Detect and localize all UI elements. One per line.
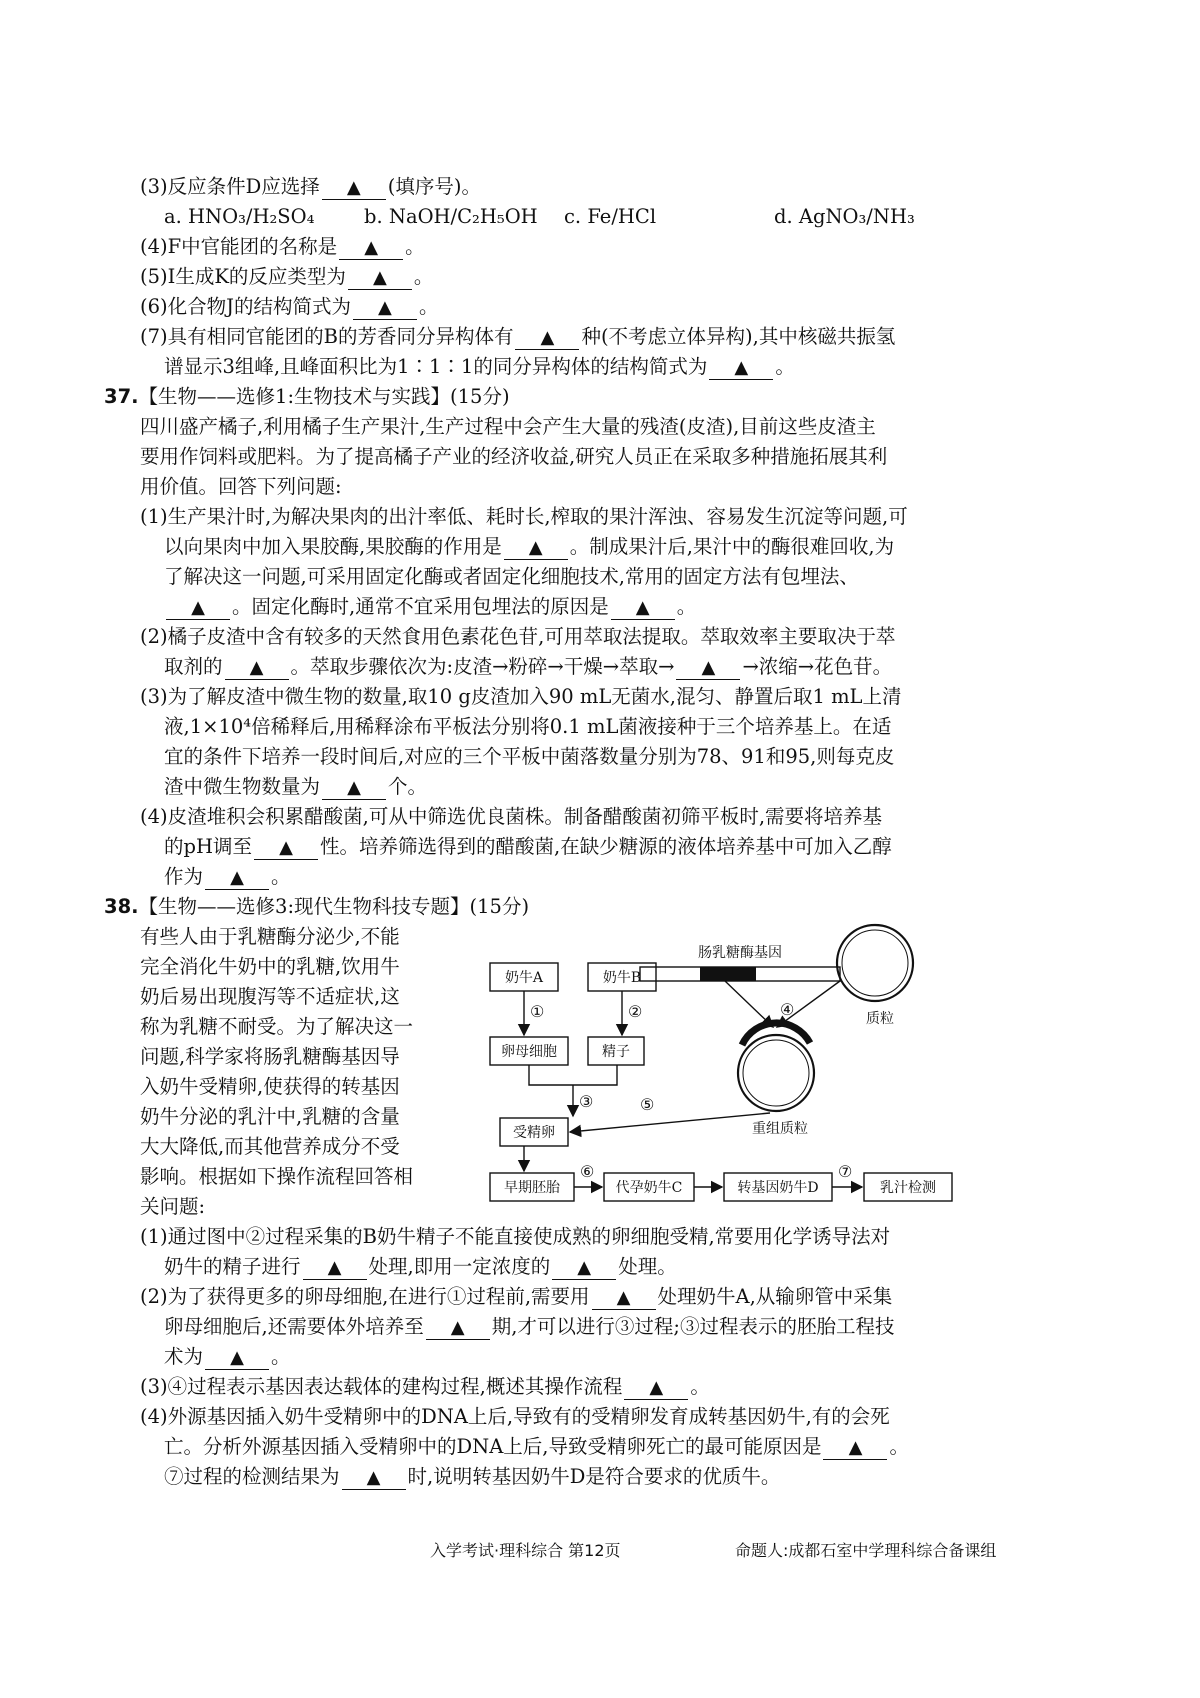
text: 作为 bbox=[164, 865, 204, 888]
q36-part7-text2: 种(不考虑立体异构),其中核磁共振氢 bbox=[581, 325, 896, 348]
q38-part1-line bbox=[164, 1252, 677, 1282]
q37-part3-line: 宜的条件下培养一段时间后,对应的三个平板中菌落数量分别为78、91和95,则每克皮 bbox=[164, 745, 895, 768]
label-gene: 肠乳糖酶基因 bbox=[698, 945, 782, 961]
q38-intro-line: 影响。根据如下操作流程回答相 bbox=[140, 1165, 414, 1188]
answer-blank[interactable]: ▲ bbox=[205, 1346, 269, 1370]
question-title: 【生物——选修3:现代生物科技专题】(15分) bbox=[138, 895, 530, 918]
q37-part4-line bbox=[164, 862, 291, 892]
answer-blank[interactable]: ▲ bbox=[823, 1436, 887, 1460]
q37-intro-line: 用价值。回答下列问题: bbox=[140, 475, 342, 498]
text: →浓缩→花色苷。 bbox=[742, 655, 893, 678]
q36-options bbox=[164, 202, 915, 232]
q38-part4-line bbox=[164, 1462, 780, 1492]
label-milk-test: 乳汁检测 bbox=[880, 1180, 936, 1196]
answer-blank[interactable]: ▲ bbox=[353, 296, 417, 320]
q36-part5 bbox=[140, 262, 433, 292]
q36-part6 bbox=[140, 292, 438, 322]
period: 。 bbox=[413, 265, 434, 288]
text: 性。培养筛选得到的醋酸菌,在缺少糖源的液体培养基中可加入乙醇 bbox=[320, 835, 892, 858]
q36-part5-text: (5)I生成K的反应类型为 bbox=[140, 265, 346, 288]
text: 渣中微生物数量为 bbox=[164, 775, 321, 798]
text: 术为 bbox=[164, 1345, 204, 1368]
q36-part3-tail: (填序号)。 bbox=[387, 175, 481, 198]
q36-part6-text: (6)化合物J的结构简式为 bbox=[140, 295, 351, 318]
label-sperm: 精子 bbox=[602, 1044, 630, 1060]
question-number: 38. bbox=[104, 895, 139, 918]
answer-blank[interactable]: ▲ bbox=[225, 656, 289, 680]
q38-part4-line bbox=[164, 1432, 909, 1462]
q37-intro-line: 要用作饲料或肥料。为了提高橘子产业的经济收益,研究人员正在采取多种措施拓展其利 bbox=[140, 445, 888, 468]
q38-intro-line: 奶牛分泌的乳汁中,乳糖的含量 bbox=[140, 1105, 400, 1128]
page-footer-left: 入学考试·理科综合 第12页 bbox=[430, 1541, 621, 1560]
q38-intro-line: 奶后易出现腹泻等不适症状,这 bbox=[140, 985, 400, 1008]
q37-part1-line bbox=[164, 592, 696, 622]
label-transgenic: 转基因奶牛D bbox=[737, 1180, 819, 1196]
text: 个。 bbox=[388, 775, 428, 798]
text: 取剂的 bbox=[164, 655, 223, 678]
option-c: c. Fe/HCl bbox=[564, 205, 657, 228]
answer-blank[interactable]: ▲ bbox=[504, 536, 568, 560]
q38-intro-line: 问题,科学家将肠乳糖酶基因导 bbox=[140, 1045, 400, 1068]
text: (2)为了获得更多的卵母细胞,在进行①过程前,需要用 bbox=[140, 1285, 590, 1308]
flow-diagram bbox=[480, 915, 1040, 1215]
answer-blank[interactable]: ▲ bbox=[342, 1466, 406, 1490]
answer-blank[interactable]: ▲ bbox=[515, 326, 579, 350]
q38-part2-line bbox=[164, 1312, 894, 1342]
q38-intro-line: 有些人由于乳糖酶分泌少,不能 bbox=[140, 925, 400, 948]
q36-part7-cont bbox=[164, 352, 795, 382]
step-5: ⑤ bbox=[640, 1095, 655, 1114]
q37-part4-line bbox=[164, 832, 892, 862]
text: 处理。 bbox=[618, 1255, 677, 1278]
answer-blank[interactable]: ▲ bbox=[348, 266, 412, 290]
q38-intro-line: 完全消化牛奶中的乳糖,饮用牛 bbox=[140, 955, 400, 978]
q37-part1-line: (1)生产果汁时,为解决果肉的出汁率低、耗时长,榨取的果汁浑浊、容易发生沉淀等问题,可 bbox=[140, 505, 908, 528]
q38-intro-line: 大大降低,而其他营养成分不受 bbox=[140, 1135, 400, 1158]
label-plasmid: 质粒 bbox=[866, 1011, 894, 1027]
period: 。 bbox=[889, 1435, 909, 1458]
q36-part4 bbox=[140, 232, 425, 262]
option-d: d. AgNO₃/NH₃ bbox=[774, 205, 915, 228]
step-3: ③ bbox=[579, 1092, 594, 1111]
label-embryo: 早期胚胎 bbox=[504, 1180, 560, 1196]
text: 处理,即用一定浓度的 bbox=[368, 1255, 551, 1278]
q37-part3-line bbox=[164, 772, 427, 802]
step-6: ⑥ bbox=[580, 1162, 595, 1181]
period: 。 bbox=[405, 235, 425, 258]
text: 亡。分析外源基因插入受精卵中的DNA上后,导致受精卵死亡的最可能原因是 bbox=[164, 1435, 822, 1458]
step-1: ① bbox=[530, 1002, 545, 1021]
q36-part7-text: (7)具有相同官能团的B的芳香同分异构体有 bbox=[140, 325, 514, 348]
period: 。 bbox=[690, 1375, 710, 1398]
q37-part3-line: 液,1×10⁴倍稀释后,用稀释涂布平板法分别将0.1 mL菌液接种于三个培养基上。在适 bbox=[164, 715, 892, 738]
period: 。 bbox=[418, 295, 439, 318]
label-cow-b: 奶牛B bbox=[602, 970, 642, 986]
text: ⑦过程的检测结果为 bbox=[164, 1465, 340, 1488]
answer-blank[interactable]: ▲ bbox=[676, 656, 740, 680]
answer-blank[interactable]: ▲ bbox=[205, 866, 269, 890]
q36-part3-text: (3)反应条件D应选择 bbox=[140, 175, 320, 198]
period: 。 bbox=[775, 355, 795, 378]
q38-intro-line: 称为乳糖不耐受。为了解决这一 bbox=[140, 1015, 414, 1038]
q38-part3-line bbox=[140, 1372, 710, 1402]
step-2: ② bbox=[628, 1002, 643, 1021]
text: 处理奶牛A,从输卵管中采集 bbox=[657, 1285, 893, 1308]
text: 期,才可以进行③过程;③过程表示的胚胎工程技 bbox=[491, 1315, 895, 1338]
text: 以向果肉中加入果胶酶,果胶酶的作用是 bbox=[164, 535, 502, 558]
q37-part2-line: (2)橘子皮渣中含有较多的天然食用色素花色苷,可用萃取法提取。萃取效率主要取决于萃 bbox=[140, 625, 896, 648]
q37-part1-line bbox=[164, 532, 894, 562]
q37-intro-line: 四川盛产橘子,利用橘子生产果汁,生产过程中会产生大量的残渣(皮渣),目前这些皮渣主 bbox=[140, 415, 876, 438]
q36-part7 bbox=[140, 322, 895, 352]
page-footer-right: 命题人:成都石室中学理科综合备课组 bbox=[735, 1541, 997, 1560]
q37-part3-line: (3)为了解皮渣中微生物的数量,取10 g皮渣加入90 mL无菌水,混匀、静置后取1 mL上清 bbox=[140, 685, 902, 708]
step-4: ④ bbox=[780, 1000, 795, 1019]
text: 卵母细胞后,还需要体外培养至 bbox=[164, 1315, 424, 1338]
answer-blank[interactable]: ▲ bbox=[166, 596, 230, 620]
answer-blank[interactable]: ▲ bbox=[709, 356, 773, 380]
answer-blank[interactable]: ▲ bbox=[322, 176, 386, 200]
q37-part1-line: 了解决这一问题,可采用固定化酶或者固定化细胞技术,常用的固定方法有包埋法、 bbox=[164, 565, 859, 588]
question-number: 37. bbox=[104, 385, 139, 408]
q38-part1-line: (1)通过图中②过程采集的B奶牛精子不能直接使成熟的卵细胞受精,常要用化学诱导法对 bbox=[140, 1225, 891, 1248]
option-a: a. HNO₃/H₂SO₄ bbox=[164, 205, 315, 228]
text: 。制成果汁后,果汁中的酶很难回收,为 bbox=[569, 535, 895, 558]
answer-blank[interactable]: ▲ bbox=[552, 1256, 616, 1280]
q38-part4-line: (4)外源基因插入奶牛受精卵中的DNA上后,导致有的受精卵发育成转基因奶牛,有的会死 bbox=[140, 1405, 890, 1428]
period: 。 bbox=[271, 1345, 291, 1368]
answer-blank[interactable]: ▲ bbox=[322, 776, 386, 800]
q37-header bbox=[104, 382, 510, 412]
answer-blank[interactable]: ▲ bbox=[426, 1316, 490, 1340]
label-recombinant: 重组质粒 bbox=[752, 1121, 808, 1137]
q36-part4-text: (4)F中官能团的名称是 bbox=[140, 235, 338, 258]
q37-part4-line: (4)皮渣堆积会积累醋酸菌,可从中筛选优良菌株。制备醋酸菌初筛平板时,需要将培养基 bbox=[140, 805, 883, 828]
q37-part2-line bbox=[164, 652, 892, 682]
text: (3)④过程表示基因表达载体的建构过程,概述其操作流程 bbox=[140, 1375, 623, 1398]
label-egg: 卵母细胞 bbox=[501, 1044, 557, 1060]
q38-intro-line: 关问题: bbox=[140, 1195, 206, 1218]
q36-part7-text3: 谱显示3组峰,且峰面积比为1∶1∶1的同分异构体的结构简式为 bbox=[164, 355, 708, 378]
answer-blank[interactable]: ▲ bbox=[611, 596, 675, 620]
period: 。 bbox=[676, 595, 697, 618]
q38-header bbox=[104, 892, 529, 922]
text: 。萃取步骤依次为:皮渣→粉碎→干燥→萃取→ bbox=[290, 655, 675, 678]
label-cow-a: 奶牛A bbox=[504, 970, 544, 986]
gene-segment bbox=[700, 967, 756, 981]
answer-blank[interactable]: ▲ bbox=[592, 1286, 656, 1310]
label-surrogate: 代孕奶牛C bbox=[615, 1180, 683, 1196]
answer-blank[interactable]: ▲ bbox=[339, 236, 403, 260]
q38-part2-line bbox=[140, 1282, 892, 1312]
text: 奶牛的精子进行 bbox=[164, 1255, 301, 1278]
answer-blank[interactable]: ▲ bbox=[624, 1376, 688, 1400]
text: 时,说明转基因奶牛D是符合要求的优质牛。 bbox=[407, 1465, 781, 1488]
step-7: ⑦ bbox=[838, 1162, 853, 1181]
q38-part2-line bbox=[164, 1342, 291, 1372]
q36-part3 bbox=[140, 172, 481, 202]
answer-blank[interactable]: ▲ bbox=[254, 836, 318, 860]
period: 。 bbox=[271, 865, 291, 888]
label-zygote: 受精卵 bbox=[513, 1125, 555, 1141]
option-b: b. NaOH/C₂H₅OH bbox=[364, 205, 538, 228]
q38-intro-line: 入奶牛受精卵,使获得的转基因 bbox=[140, 1075, 400, 1098]
question-title: 【生物——选修1:生物技术与实践】(15分) bbox=[138, 385, 510, 408]
text: 。固定化酶时,通常不宜采用包埋法的原因是 bbox=[232, 595, 609, 618]
answer-blank[interactable]: ▲ bbox=[303, 1256, 367, 1280]
text: 的pH调至 bbox=[164, 835, 252, 858]
